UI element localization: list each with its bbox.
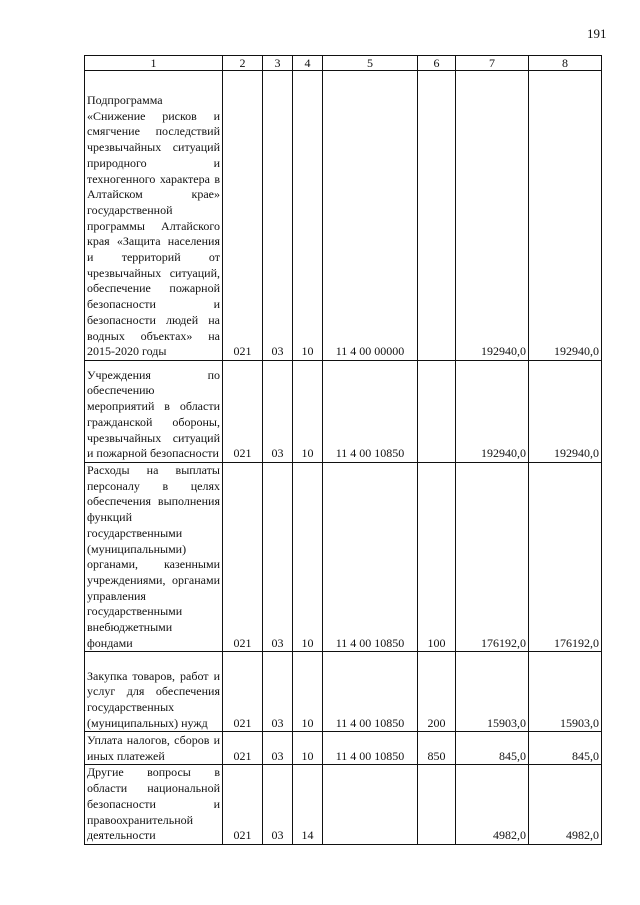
- cell-target-code: 11 4 00 10850: [323, 463, 418, 652]
- budget-table: [84, 55, 602, 845]
- col-header-1: 1: [85, 56, 223, 71]
- cell-target-code: 11 4 00 10850: [323, 732, 418, 765]
- cell-amount-1: 845,0: [456, 732, 529, 765]
- cell-admin-code: 021: [223, 765, 263, 845]
- cell-amount-2: 192940,0: [529, 71, 602, 361]
- cell-section: 03: [263, 652, 293, 732]
- cell-subsection: 10: [293, 71, 323, 361]
- cell-section: 03: [263, 71, 293, 361]
- cell-subsection: 10: [293, 652, 323, 732]
- cell-expense-type: [418, 361, 456, 463]
- cell-expense-type: 100: [418, 463, 456, 652]
- cell-section: 03: [263, 732, 293, 765]
- row-name: Закупка товаров, работ и услуг для обеспечения государственных (муниципальных) нужд: [85, 652, 223, 732]
- table-row: [85, 732, 602, 765]
- cell-expense-type: 850: [418, 732, 456, 765]
- col-header-3: 3: [263, 56, 293, 71]
- cell-subsection: 10: [293, 463, 323, 652]
- cell-admin-code: 021: [223, 71, 263, 361]
- row-name: Расходы на выплаты персоналу в целях обеспечения выполнения функций государственными (муниципальными) органами, казенными учреждениями, органами управления государственными внебюджетными фондами: [85, 463, 223, 652]
- cell-expense-type: [418, 71, 456, 361]
- table-row: [85, 463, 602, 652]
- cell-admin-code: 021: [223, 361, 263, 463]
- table-row: [85, 652, 602, 732]
- cell-admin-code: 021: [223, 732, 263, 765]
- cell-amount-1: 15903,0: [456, 652, 529, 732]
- cell-section: 03: [263, 463, 293, 652]
- col-header-4: 4: [293, 56, 323, 71]
- cell-amount-2: 176192,0: [529, 463, 602, 652]
- cell-admin-code: 021: [223, 652, 263, 732]
- cell-amount-2: 4982,0: [529, 765, 602, 845]
- cell-admin-code: 021: [223, 463, 263, 652]
- cell-target-code: 11 4 00 00000: [323, 71, 418, 361]
- cell-target-code: [323, 765, 418, 845]
- cell-amount-1: 192940,0: [456, 361, 529, 463]
- cell-amount-2: 15903,0: [529, 652, 602, 732]
- row-name: Другие вопросы в области национальной безопасности и правоохранительной деятельности: [85, 765, 223, 845]
- table-row: [85, 765, 602, 845]
- cell-amount-1: 4982,0: [456, 765, 529, 845]
- cell-subsection: 10: [293, 361, 323, 463]
- cell-expense-type: 200: [418, 652, 456, 732]
- cell-amount-1: 192940,0: [456, 71, 529, 361]
- row-name: Уплата налогов, сборов и иных платежей: [85, 732, 223, 765]
- cell-expense-type: [418, 765, 456, 845]
- cell-section: 03: [263, 361, 293, 463]
- cell-amount-2: 192940,0: [529, 361, 602, 463]
- cell-subsection: 14: [293, 765, 323, 845]
- cell-target-code: 11 4 00 10850: [323, 361, 418, 463]
- row-name: Подпрограмма «Снижение рисков и смягчение последствий чрезвычайных ситуаций природного и техногенного характера в Алтайском крае» государственной программы Алтайского края «Защита населения и территорий от чрезвычайных ситуаций, обеспечение пожарной безопасности и безопасности людей на водных объектах» на 2015-2020 годы: [85, 71, 223, 361]
- cell-section: 03: [263, 765, 293, 845]
- table-row: [85, 361, 602, 463]
- col-header-8: 8: [529, 56, 602, 71]
- cell-amount-2: 845,0: [529, 732, 602, 765]
- col-header-5: 5: [323, 56, 418, 71]
- page-number: 191: [587, 26, 607, 41]
- header-row: [85, 56, 602, 71]
- cell-subsection: 10: [293, 732, 323, 765]
- col-header-7: 7: [456, 56, 529, 71]
- cell-amount-1: 176192,0: [456, 463, 529, 652]
- col-header-2: 2: [223, 56, 263, 71]
- row-name: Учреждения по обеспечению мероприятий в области гражданской обороны, чрезвычайных ситуаций и пожарной безопасности: [85, 361, 223, 463]
- table-row: [85, 71, 602, 361]
- cell-target-code: 11 4 00 10850: [323, 652, 418, 732]
- col-header-6: 6: [418, 56, 456, 71]
